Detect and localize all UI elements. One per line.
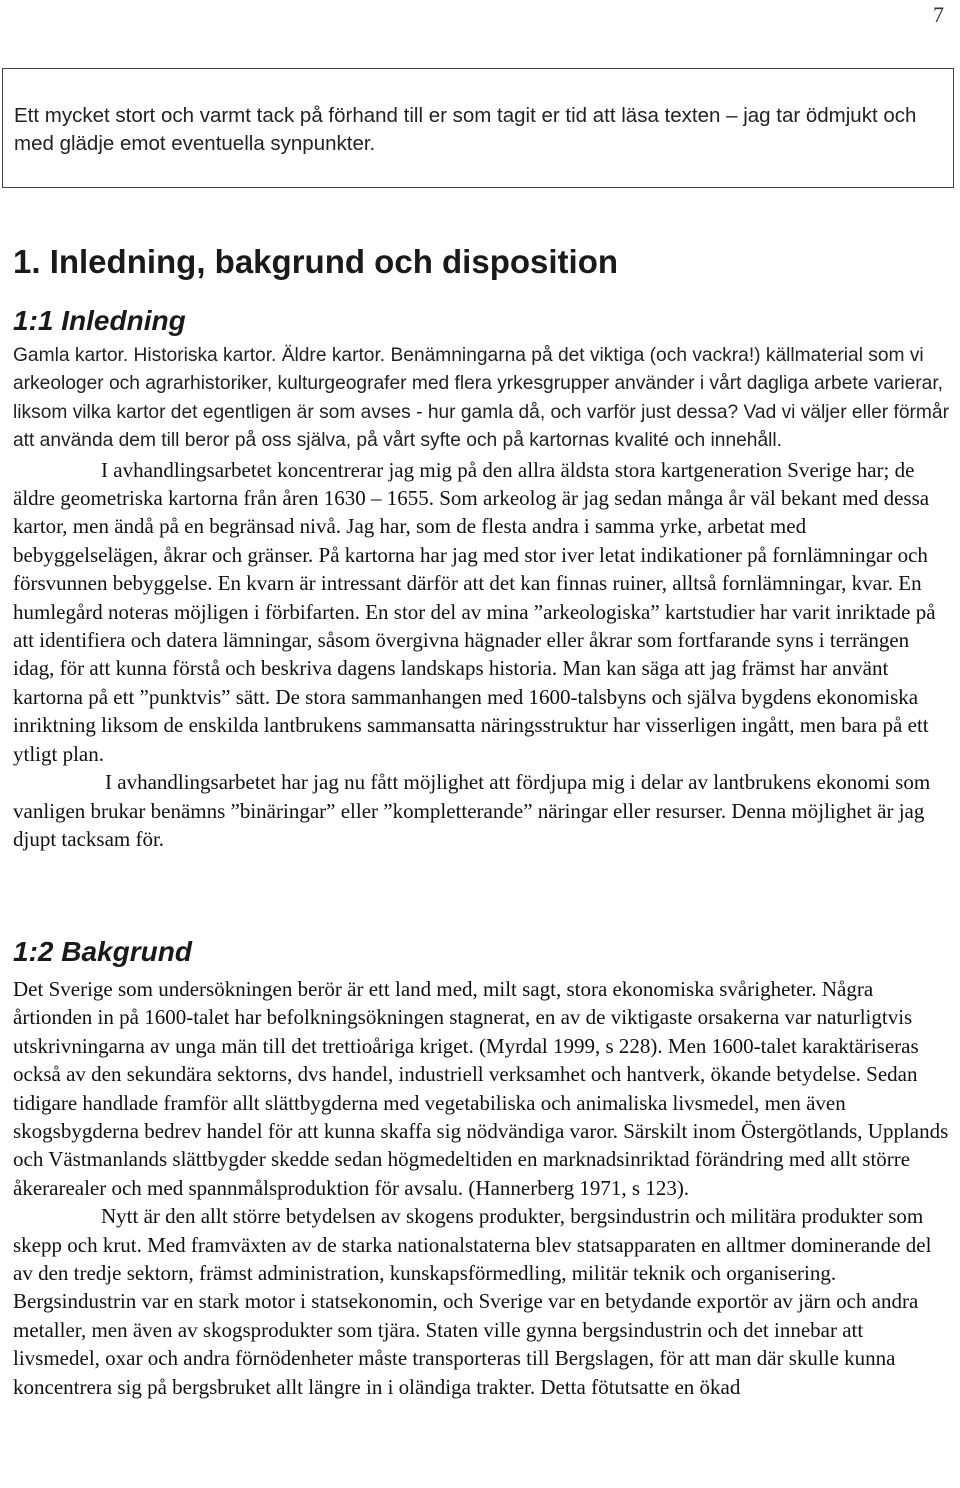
- page-number: 7: [933, 2, 944, 27]
- chapter-heading: 1. Inledning, bakgrund och disposition: [13, 243, 619, 280]
- section-heading-inledning: 1:1 Inledning: [13, 305, 186, 336]
- body-paragraph: Det Sverige som undersökningen berör är ett land med, milt sagt, stora ekonomiska svårigheter. Några årtionden in på 1600-talet har befolkningsökningen stagnerat, en av de viktigaste orsakerna var naturligtvis utskrivningarna av unga män till det trettioåriga kriget. (Myrdal 1999, s 228). Men 1600-talet karaktäriseras också av den sekundära sektorns, dvs handel, industriell verksamhet och hantverk, ökande betydelse. Sedan tidigare handlade framför allt slättbygderna med vegetabiliska och animaliska livsmedel, men även skogsbygderna bedrev handel för att kunna skaffa sig nödvändiga varor. Särskilt inom Östergötlands, Upplands och Västmanlands slättbygder skedde sedan högmedeltiden en marknadsinriktad förändring med allt större åkerarealer och med spannmålsproduktion för avsalu. (Hannerberg 1971, s 123).: [13, 977, 949, 1200]
- section-body-inledning: [13, 342, 953, 853]
- body-paragraph: I avhandlingsarbetet har jag nu fått möjlighet att fördjupa mig i delar av lantbrukens ekonomi som vanligen brukar benämns ”binäringar” eller ”kompletterande” näringar eller resurser. Denna möjlighet är jag djupt tacksam för.: [13, 770, 931, 851]
- intro-paragraph: Gamla kartor. Historiska kartor. Äldre kartor. Benämningarna på det viktiga (och vackra!) källmaterial som vi arkeologer och agrarhistoriker, kulturgeografer med flera yrkesgrupper använder i vårt dagliga arbete varierar, liksom vilka kartor det egentligen är som avses - hur gamla då, och varför just dessa? Vad vi väljer eller förmår att använda dem till beror på oss själva, på vårt syfte och på kartornas kvalité och innehåll.: [13, 345, 949, 452]
- acknowledgement-box: [2, 68, 954, 188]
- body-paragraph: I avhandlingsarbetet koncentrerar jag mig på den allra äldsta stora kartgeneration Sverige har; de äldre geometriska kartorna från åren 1630 – 1655. Som arkeolog är jag sedan många år väl bekant med dessa kartor, men ändå på en begränsad nivå. Jag har, som de flesta andra i samma yrke, arbetat med bebyggelselägen, åkrar och gränser. På kartorna har jag med stor iver letat indikationer på fornlämningar och försvunnen bebyggelse. En kvarn är intressant därför att det kan finnas ruiner, alltså fornlämningar, kvar. En humlegård noteras möjligen i förbifarten. En stor del av mina ”arkeologiska” kartstudier har varit inriktade på att identifiera och datera lämningar, såsom övergivna hägnader eller åkrar som fortfarande syns i terrängen idag, för att kunna förstå och beskriva dagens landskaps historia. Man kan säga att jag främst har använt kartorna på ett ”punktvis” sätt. De stora sammanhangen med 1600-talsbyns och själva bygdens ekonomiska inriktning liksom de enskilda lantbrukens sammansatta näringsstruktur har visserligen ingått, men bara på ett ytligt plan.: [13, 457, 936, 766]
- section-heading-bakgrund: 1:2 Bakgrund: [13, 936, 192, 967]
- acknowledgement-text: Ett mycket stort och varmt tack på förhand till er som tagit er tid att läsa texten – jag tar ödmjukt och med glädje emot eventuella synpunkter.: [14, 104, 917, 155]
- body-paragraph: Nytt är den allt större betydelsen av skogens produkter, bergsindustrin och militära produkter som skepp och krut. Med framväxten av de starka nationalstaterna blev statsapparaten en alltmer dominerande del av den tredje sektorn, främst administration, kunskapsförmedling, militär teknik och organisering. Bergsindustrin var en stark motor i statsekonomin, och Sverige var en betydande exportör av järn och andra metaller, men även av skogsprodukter som tjära. Staten ville gynna bergsindustrin och det innebar att livsmedel, oxar och andra förnödenheter måste transporteras till Bergslagen, för att man där skulle kunna koncentrera sig på bergsbruket allt längre in i oländiga trakter. Detta fötutsatte en ökad: [13, 1204, 932, 1399]
- section-body-bakgrund: [13, 975, 953, 1401]
